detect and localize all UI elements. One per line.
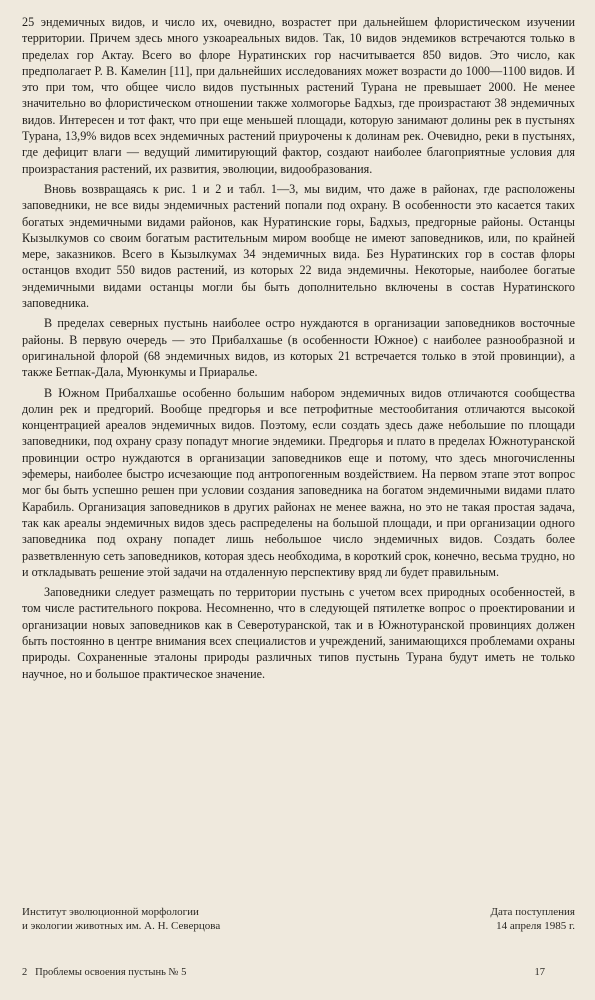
paragraph-3: В пределах северных пустынь наиболее остро нуждаются в организации заповедников восточные районы. В первую очередь — это Прибалхашье (в особенности Южное) с наиболее разнообразной и оригинальной флорой (68 эндемичных видов, из которых 21 встречается только в этой провинции), а также Бетпак-Дала, Муюнкумы и Приаралье. [22, 316, 575, 380]
received-date-block [491, 905, 575, 933]
paragraph-1: 25 эндемичных видов, и число их, очевидно, возрастет при дальнейшем флористическом изучении территории. Причем здесь много узкоареальных видов. Так, 10 видов эндемиков встречаются только в пределах гор Актау. Всего во флоре Нуратинских гор насчитывается 850 видов. Это число, как предполагает Р. В. Камелин [11], при дальнейших исследованиях может возрасти до 1000—1100 видов. И это при том, что общее число видов пустынных растений Турана не превышает 2000. Не менее значительно во флористическом отношении также холмогорье Бадхыз, где произрастают 38 эндемичных видов. Интересен и тот факт, что при еще меньшей площади, которую занимают долины рек в пустынях Турана, 13,9% видов всех эндемичных растений приурочены к долинам рек. Очевидно, реки в пустынях, где дефицит влаги — ведущий лимитирующий фактор, создают наиболее благоприятные условия для произрастания растений, их развития, эволюции, видообразования. [22, 15, 575, 176]
page-number: 17 [534, 967, 545, 978]
journal-signature: 2 Проблемы освоения пустынь № 5 [22, 967, 187, 978]
paragraph-4: В Южном Прибалхашье особенно большим набором эндемичных видов отличаются сообщества долин рек и предгорий. Вообще предгорья и все петрофитные местообитания отличаются высокой концентрацией ареалов эндемичных видов. Поэтому, если создать здесь даже небольшие по площади заповедники, под охрану сразу попадут многие эндемики. Предгорья и плато в пределах Южнотуранской провинции остро нуждаются в организации заповедников еще и потому, что здесь многочисленны эфемеры, наиболее быстро исчезающие под антропогенным воздействием. На первом этапе этот вопрос мог бы быть успешно решен при условии создания заповедника на богатом эндемичными видами плато Карабиль. Организация заповедников в других районах не менее важна, но это не такая простая задача, так как ареалы эндемичных видов здесь распределены на большой площади, и при организации одного заповедника под охрану попадет лишь небольшое число эндемичных видов. Создать более разветвленную сеть заповедников, которая здесь необходима, в короткий срок, конечно, весьма трудно, но и откладывать решение этой задачи на отдаленную перспективу вряд ли будет правильным. [22, 385, 575, 579]
paragraph-5: Заповедники следует размещать по территории пустынь с учетом всех природных особенностей, в том числе растительного покрова. Несомненно, что в следующей пятилетке вопрос о проектировании и организации новых заповедников как в Северотуранской, так и в Южнотуранской провинциях должен быть постоянно в центре внимания всех специалистов и учреждений, занимающихся проблемами охраны природы. Сохраненные эталоны природы различных типов пустынь Турана будут иметь не только научное, но и большое практическое значение. [22, 585, 575, 681]
institute-affiliation [22, 905, 220, 933]
received-label: Дата поступления [490, 906, 575, 918]
received-date: 14 апреля 1985 г. [496, 920, 575, 932]
paragraph-2: Вновь возвращаясь к рис. 1 и 2 и табл. 1—3, мы видим, что даже в районах, где расположены заповедники, не все виды эндемичных растений попали под охрану. В особенности это касается таких богатых эндемичными видами районов, как Нуратинские горы, Бадхыз, предгорные районы. Останцы Кызылкумов со своим богатым растительным миром вообще не имеют заповедников, или, по крайней мере, заказников. Всего в Кызылкумах 34 эндемичных вида. Без Нуратинских гор в состав флоры останцов входит 550 видов растений, из которых 22 вида эндемичны. Некоторые, наиболее богатые эндемичными видами останцы могли бы быть дополнительно включены в состав Нуратинского заповедника. [22, 181, 575, 311]
institute-line-2: и экологии животных им. А. Н. Северцова [22, 920, 221, 932]
institute-line-1: Институт эволюционной морфологии [22, 906, 199, 918]
article-body [22, 14, 575, 682]
